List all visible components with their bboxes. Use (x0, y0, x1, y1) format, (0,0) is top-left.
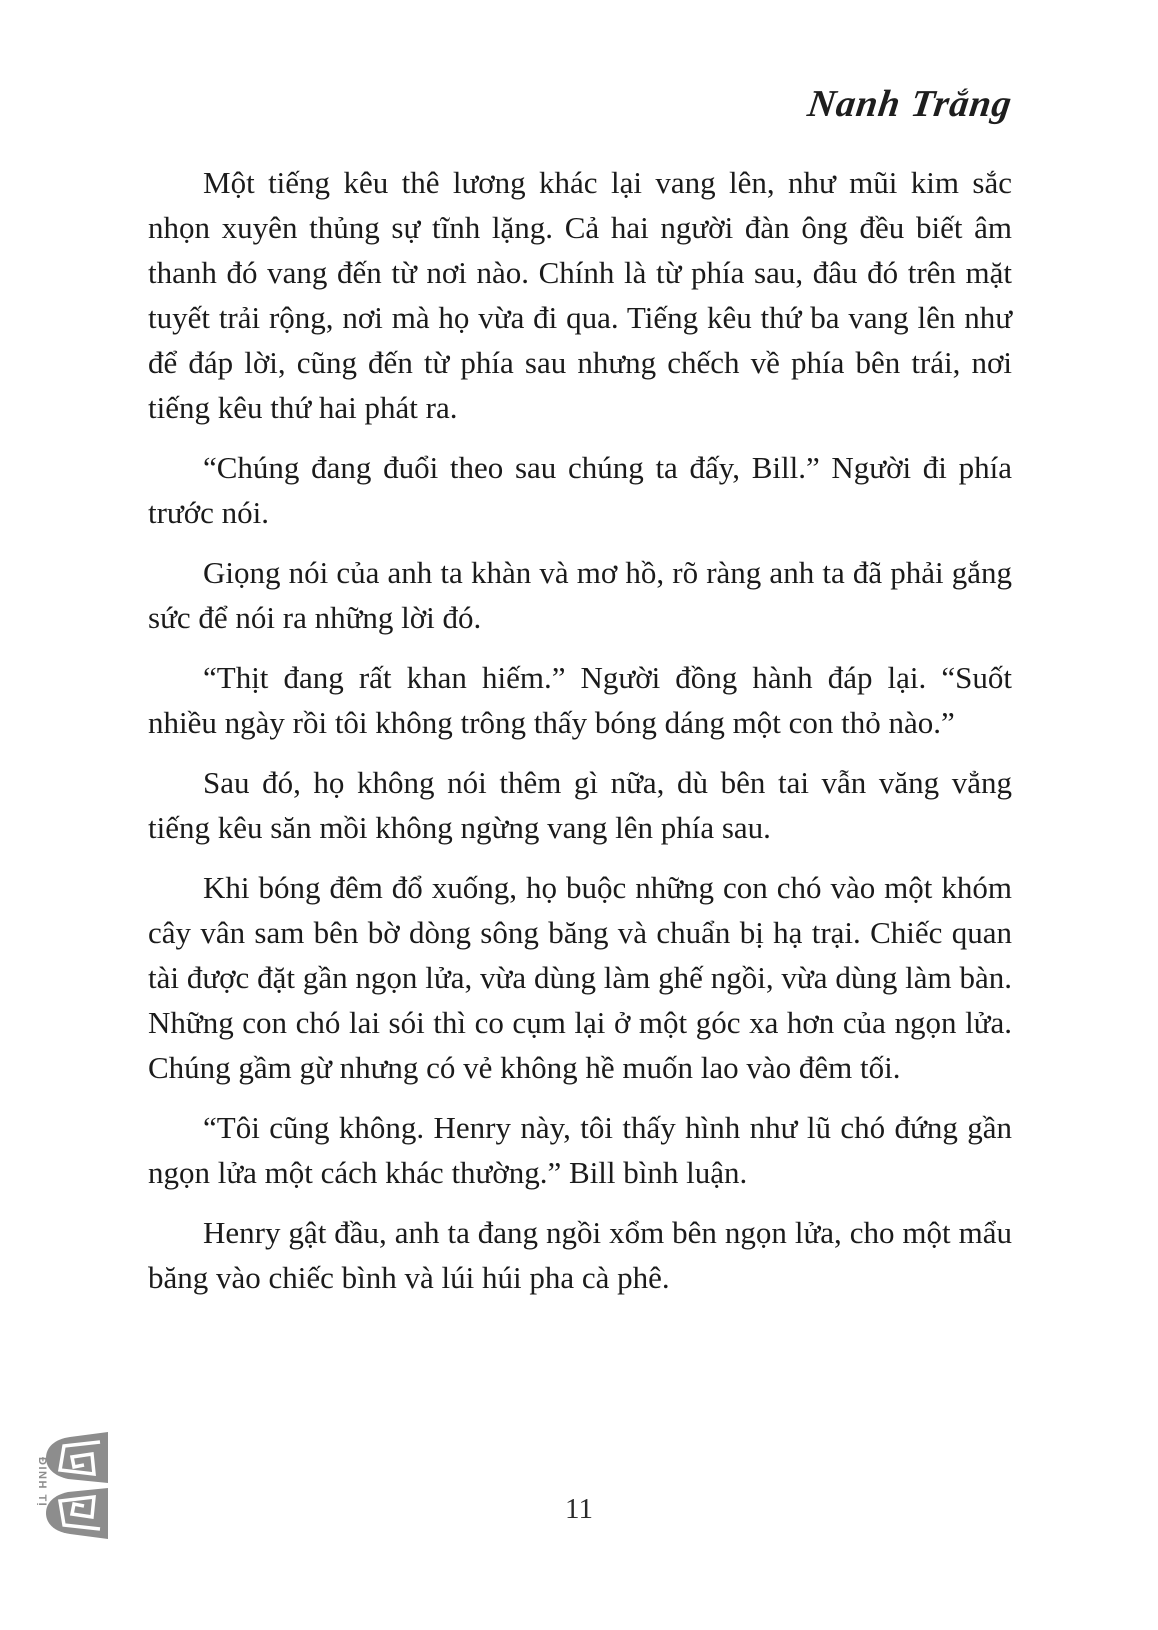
body-text (148, 160, 1012, 1315)
paragraph: Henry gật đầu, anh ta đang ngồi xổm bên ngọn lửa, cho một mẩu băng vào chiếc bình và lúi húi pha cà phê. (148, 1215, 1012, 1295)
paragraph: Khi bóng đêm đổ xuống, họ buộc những con chó vào một khóm cây vân sam bên bờ dòng sông băng và chuẩn bị hạ trại. Chiếc quan tài được đặt gần ngọn lửa, vừa dùng làm ghế ngồi, vừa dùng làm bàn. Những con chó lai sói thì co cụm lại ở một góc xa hơn của ngọn lửa. Chúng gầm gừ nhưng có vẻ không hề muốn lao vào đêm tối. (148, 870, 1012, 1085)
paragraph: “Tôi cũng không. Henry này, tôi thấy hình như lũ chó đứng gần ngọn lửa một cách khác thường.” Bill bình luận. (148, 1110, 1012, 1190)
paragraph: Sau đó, họ không nói thêm gì nữa, dù bên tai vẫn văng vẳng tiếng kêu săn mồi không ngừng vang lên phía sau. (148, 765, 1012, 845)
running-header-title: Nanh Trắng (805, 83, 1015, 125)
publisher-logo-text: ĐINH TỊ (36, 1457, 48, 1508)
page-number: 11 (565, 1493, 593, 1525)
paragraph: Một tiếng kêu thê lương khác lại vang lên, như mũi kim sắc nhọn xuyên thủng sự tĩnh lặng. Cả hai người đàn ông đều biết âm thanh đó vang đến từ nơi nào. Chính là từ phía sau, đâu đó trên mặt tuyết trải rộng, nơi mà họ vừa đi qua. Tiếng kêu thứ ba vang lên như để đáp lời, cũng đến từ phía sau nhưng chếch về phía bên trái, nơi tiếng kêu thứ hai phát ra. (148, 165, 1012, 425)
paragraph: “Thịt đang rất khan hiếm.” Người đồng hành đáp lại. “Suốt nhiều ngày rồi tôi không trông thấy bóng dáng một con thỏ nào.” (148, 660, 1012, 740)
paragraph: Giọng nói của anh ta khàn và mơ hồ, rõ ràng anh ta đã phải gắng sức để nói ra những lời đó. (148, 555, 1012, 635)
paragraph: “Chúng đang đuổi theo sau chúng ta đấy, Bill.” Người đi phía trước nói. (148, 450, 1012, 530)
